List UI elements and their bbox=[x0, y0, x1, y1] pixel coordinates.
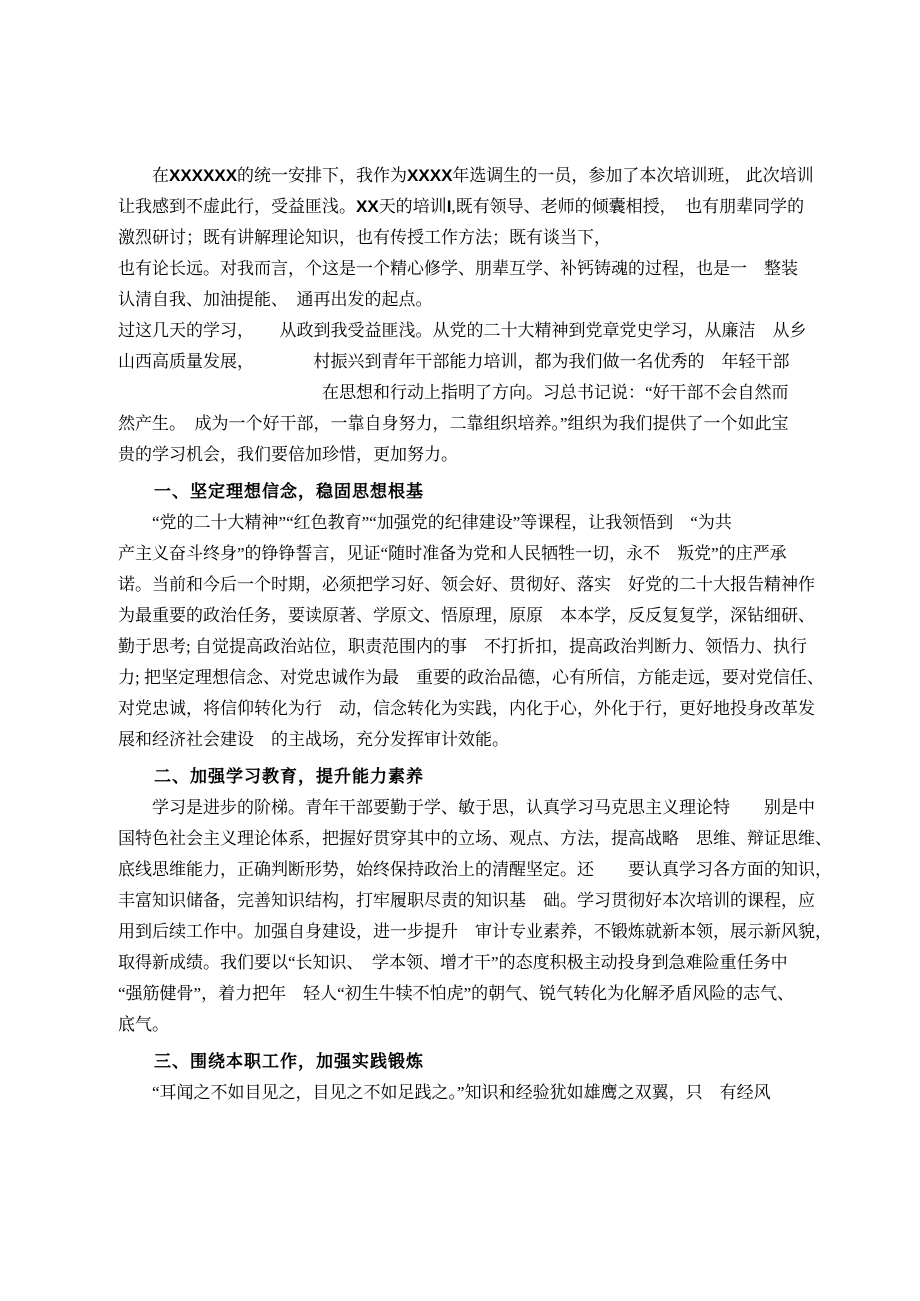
text-line bbox=[118, 191, 812, 222]
text-line bbox=[118, 408, 812, 439]
text-segment: 在思想和行动上指明了方向。习总书记说：“好干部不会自然而 bbox=[118, 383, 789, 402]
section-3-paragraph bbox=[118, 1077, 812, 1108]
text-segment: 取得新成绩。我们要以“长知识、 学本领、增才干”的态度积极主动投身到急难险重任务中 bbox=[118, 953, 788, 972]
text-segment: 在 bbox=[118, 166, 169, 185]
text-segment: 然产生。 成为一个好干部，一靠自身努力，二靠组织培养。”组织为我们提供了一个如此宝 bbox=[118, 414, 789, 433]
text-segment: 学习是进步的阶梯。青年干部要勤于学、敏于思，认真学习马克思主义理论特 别是中 bbox=[118, 798, 815, 817]
text-segment: 天的培训 bbox=[378, 197, 447, 216]
text-segment: “党的二十大精神”“红色教育”“加强党的纪律建设”等课程，让我领悟到 “为共 bbox=[118, 513, 732, 532]
section-3-heading bbox=[118, 1046, 812, 1077]
text-line bbox=[118, 724, 812, 755]
text-segment: 力; 把坚定理想信念、对党忠诚作为最 重要的政治品德，心有所信，方能走远，要对党信任、 bbox=[118, 668, 824, 687]
text-segment: 底气。 bbox=[118, 1015, 169, 1034]
text-line bbox=[118, 1009, 812, 1040]
text-segment: 让我感到不虚此行，受益匪浅。 bbox=[118, 197, 356, 216]
text-line bbox=[118, 854, 832, 885]
section-2-paragraph bbox=[118, 792, 832, 1040]
document-body bbox=[118, 160, 832, 1108]
bold-text-segment: XXXX bbox=[407, 166, 453, 185]
text-segment: 年选调生的一员，参加了本次培训班， 此次培训 bbox=[452, 166, 814, 185]
bold-text-segment: XXXXXX bbox=[169, 166, 238, 185]
text-line bbox=[118, 792, 815, 823]
text-line bbox=[118, 346, 812, 377]
text-line bbox=[118, 916, 832, 947]
text-segment: 国特色社会主义理论体系，把握好贯穿其中的立场、观点、方法，提高战略 思维、辩证思维、 bbox=[118, 829, 832, 848]
text-segment: 底线思维能力，正确判断形势，始终保持政治上的清醒坚定。还 要认真学习各方面的知识， bbox=[118, 860, 832, 879]
bold-text-segment: XX bbox=[356, 197, 379, 216]
section-1-paragraph bbox=[118, 507, 824, 755]
text-line bbox=[118, 569, 815, 600]
text-segment: 为最重要的政治任务，要读原著、学原文、悟原理，原原 本本学，反反复复学，深钻细研、 bbox=[118, 606, 815, 625]
text-line bbox=[118, 315, 812, 346]
text-line bbox=[118, 885, 815, 916]
text-line bbox=[118, 978, 812, 1009]
text-segment: 诺。当前和今后一个时期，必须把学习好、领会好、贯彻好、落实 好党的二十大报告精神作 bbox=[118, 575, 815, 594]
text-line bbox=[118, 439, 812, 470]
text-segment: 过这几天的学习， 从政到我受益匪浅。从党的二十大精神到党章党史学习，从廉洁 从乡 bbox=[118, 321, 807, 340]
text-line bbox=[118, 600, 815, 631]
text-segment: 一、坚定理想信念，稳固思想根基 bbox=[118, 482, 424, 501]
text-line bbox=[118, 253, 812, 284]
text-segment: 丰富知识储备，完善知识结构，打牢履职尽责的知识基 础。学习贯彻好本次培训的课程，应 bbox=[118, 891, 815, 910]
text-segment: “强筋健骨”，着力把年 轻人“初生牛犊不怕虎”的朝气、锐气转化为化解矛盾风险的志气、 bbox=[118, 984, 795, 1003]
text-line bbox=[118, 377, 812, 408]
text-segment: 勤于思考; 自觉提高政治站位，职责范围内的事 不打折扣，提高政治判断力、领悟力、执行 bbox=[118, 637, 807, 656]
text-segment: 对党忠诚，将信仰转化为行 动，信念转化为实践，内化于心，外化于行，更好地投身改革发 bbox=[118, 699, 815, 718]
section-1-heading bbox=[118, 476, 812, 507]
text-segment: “耳闻之不如目见之，目见之不如足践之。”知识和经验犹如雄鹰之双翼，只 有经风 bbox=[118, 1083, 771, 1102]
text-segment: 三、围绕本职工作，加强实践锻炼 bbox=[118, 1052, 424, 1071]
text-line bbox=[118, 693, 815, 724]
text-line bbox=[118, 823, 832, 854]
intro-paragraph bbox=[118, 160, 812, 470]
text-segment: 贵的学习机会，我们要倍加珍惜，更加努力。 bbox=[118, 445, 458, 464]
text-segment: 激烈研讨；既有讲解理论知识，也有传授工作方法；既有谈当下， bbox=[118, 228, 611, 247]
text-line bbox=[118, 1077, 812, 1108]
text-line bbox=[118, 761, 812, 792]
text-line bbox=[118, 538, 812, 569]
text-line bbox=[118, 947, 812, 978]
text-line bbox=[118, 284, 812, 315]
text-segment: 山西高质量发展， 村振兴到青年干部能力培训，都为我们做一名优秀的 年轻干部 bbox=[118, 352, 790, 371]
text-segment: 用到后续工作中。加强自身建设，进一步提升 审计专业素养，不锻炼就新本领，展示新风貌， bbox=[118, 922, 832, 941]
text-line bbox=[118, 1046, 812, 1077]
text-segment: ,既有领导、老师的倾囊相授， 也有朋辈同学的 bbox=[451, 197, 805, 216]
text-line bbox=[118, 631, 812, 662]
text-segment: 产主义奋斗终身”的铮铮誓言，见证“随时准备为党和人民牺牲一切，永不 叛党”的庄严承 bbox=[118, 544, 787, 563]
text-segment: 的统一安排下，我作为 bbox=[237, 166, 408, 185]
text-segment: 二、加强学习教育，提升能力素养 bbox=[118, 767, 424, 786]
text-line bbox=[118, 160, 812, 191]
text-line bbox=[118, 222, 812, 253]
text-line bbox=[118, 662, 824, 693]
text-line bbox=[118, 476, 812, 507]
section-2-heading bbox=[118, 761, 812, 792]
text-segment: 也有论长远。对我而言，个这是一个精心修学、朋辈互学、补钙铸魂的过程，也是一 整装 bbox=[118, 259, 798, 278]
text-segment: 展和经济社会建设 的主战场，充分发挥审计效能。 bbox=[118, 730, 509, 749]
text-line bbox=[118, 507, 812, 538]
bold-text-segment: I bbox=[446, 197, 452, 216]
text-segment: 认清自我、加油提能、 通再出发的起点。 bbox=[118, 290, 433, 309]
